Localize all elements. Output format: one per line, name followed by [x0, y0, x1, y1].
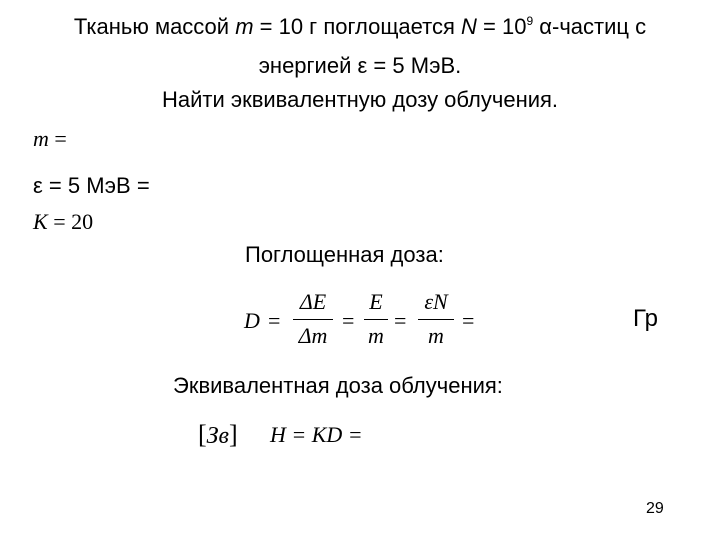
sievert-unit-bracket: [Зв] — [198, 420, 238, 449]
absorbed-dose-heading: Поглощенная доза: — [245, 242, 444, 267]
fraction-eps-n-m: εN m — [418, 290, 454, 348]
fraction-e-m: E m — [364, 290, 388, 348]
gray-unit: Гр — [633, 305, 658, 332]
problem-line-2: энергией ε = 5 МэВ. — [258, 53, 462, 78]
equals-sign: = — [342, 308, 355, 333]
exponent: 9 — [526, 14, 534, 28]
fraction-delta-e-delta-m: ΔE Δm — [293, 290, 333, 348]
equals-sign: = — [268, 308, 281, 333]
dose-symbol: D — [244, 308, 260, 333]
equivalent-dose-formula: H = KD = — [270, 422, 363, 447]
mass-symbol: m — [235, 14, 254, 39]
given-mass: m = — [33, 126, 67, 151]
equals-sign: = — [394, 308, 407, 333]
count-symbol: N — [461, 14, 477, 39]
given-energy: ε = 5 МэВ = — [33, 173, 150, 198]
equivalent-dose-heading: Эквивалентная доза облучения: — [173, 373, 503, 398]
problem-line-1: Тканью массой m = 10 г поглощается $N = 10^9$ α-частиц с — [73, 14, 647, 39]
equals-sign: = — [462, 308, 475, 333]
given-quality-factor: K = 20 — [33, 209, 94, 234]
page-number: 29 — [646, 500, 664, 517]
problem-line-3: Найти эквивалентную дозу облучения. — [161, 87, 559, 112]
